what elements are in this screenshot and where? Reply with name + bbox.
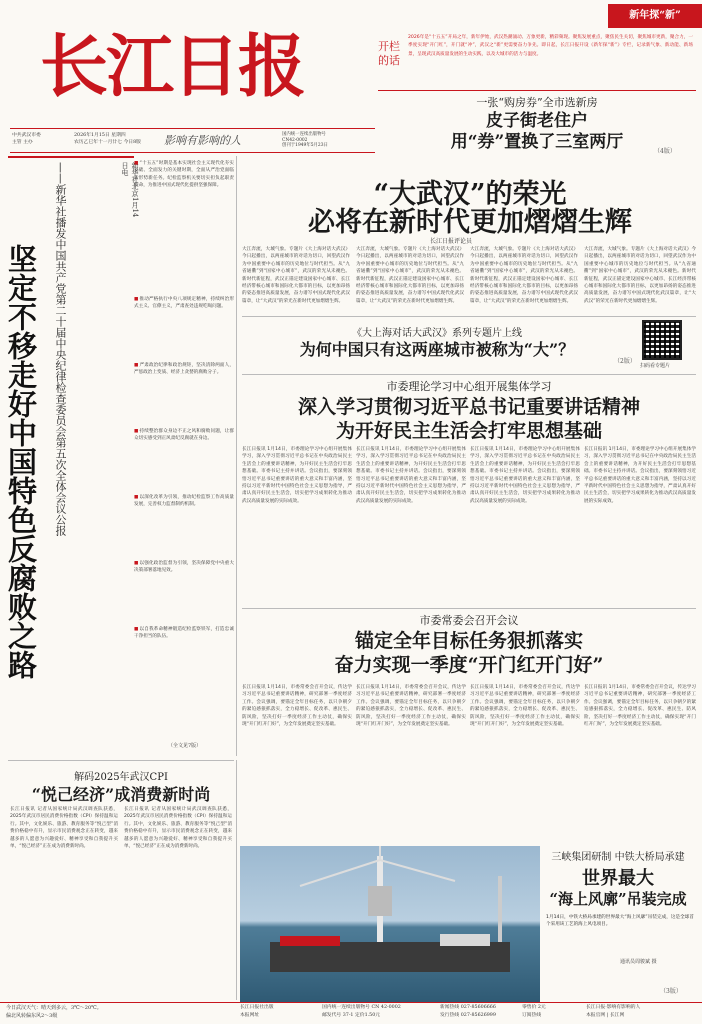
crane-headline-2: “海上风廓”吊装完成 xyxy=(549,890,687,908)
bullet-5: ■ 以深化改革为引领，推动纪检监察工作高质量发展，完善权力监督制约机制。 xyxy=(134,494,234,556)
date-line-1: 2026年1月15日 星期四 xyxy=(74,133,126,138)
top-headline-2: 用“券”置换了三室两厅 xyxy=(450,132,624,152)
publisher-info xyxy=(12,132,60,146)
slogan: 影响有影响的人 xyxy=(164,134,241,147)
top-kicker: 一张“购房券”全市选新房 xyxy=(476,96,598,109)
top-page-ref: （4版） xyxy=(654,148,676,155)
corner-badge-text: 新年探“新” xyxy=(629,10,681,21)
study-kicker: 市委理论学习中心组开展集体学习 xyxy=(386,380,552,393)
bullet-7: ■ 以自我革命精神锻造纪检监察铁军，打造忠诚干净担当的队伍。 xyxy=(134,626,234,688)
study-text-col-4: 长江日报讯 1月14日，市委理论学习中心组开展集体学习，深入学习贯彻习近平总书记在中央政治局民主生活会上的重要讲话精神，为开好民主生活会打牢思想基础。市委书记主持并讲话。会议指出，要深刻领悟习近平总书记重要讲话的重大意义和丰富内涵，坚持以习近平新时代中国特色社会主义思想为指导，严肃认真开好民主生活会，切实把学习成果转化为推动武汉高质量发展的实际成效。 xyxy=(584,447,696,504)
footer-col-4-line-2: 订阅热线 xyxy=(522,1013,542,1018)
crane-illustration xyxy=(240,846,540,1002)
footer-col-5 xyxy=(586,1004,698,1020)
cpi-headline: “悦己经济”成消费新时尚 xyxy=(31,785,211,804)
study-text-col-2: 长江日报讯 1月14日，市委理论学习中心组开展集体学习，深入学习贯彻习近平总书记在中央政治局民主生活会上的重要讲话精神，为开好民主生活会打牢思想基础。市委书记主持并讲话。会议指出，要深刻领悟习近平总书记重要讲话的重大意义和丰富内涵，坚持以习近平新时代中国特色社会主义思想为指导，严肃认真开好民主生活会，切实把学习成果转化为推动武汉高质量发展的实际成效。 xyxy=(356,447,466,504)
footer-col-4 xyxy=(522,1004,582,1020)
top-headline-1: 皮子街老住户 xyxy=(486,111,588,131)
bullet-1: ■ “十五五”时期是基本实现社会主义现代化夯实基础、全面发力的关键时期，全面从严治党面临新形势新任务。纪检监察机关要切实担负起职责使命，为推进中国式现代化提供坚强保障。 xyxy=(134,160,234,292)
crane-page-ref: （3版） xyxy=(660,988,682,995)
registration-info xyxy=(282,132,374,149)
footer-col-1-line-1: 长江日报社出版 xyxy=(240,1005,274,1010)
footer-weather xyxy=(6,1004,166,1020)
standing-headline-2: 奋力实现一季度“开门红开门好” xyxy=(334,654,604,676)
left-vertical-headline: 坚定不移走好中国特色反腐败之路 xyxy=(4,244,38,679)
footer-col-2 xyxy=(322,1004,438,1020)
lead-headline-1: “大武汉”的荣光 xyxy=(373,179,567,210)
lead-headline-2: 必将在新时代更加熠熠生辉 xyxy=(308,207,632,238)
lead-byline: 长江日报评论员 xyxy=(430,238,473,245)
qr-caption: 扫码看专题片 xyxy=(640,363,671,369)
series-headline: 为何中国只有这两座城市被称为“大”？ xyxy=(299,340,575,359)
study-text-col-1: 长江日报讯 1月14日，市委理论学习中心组开展集体学习，深入学习贯彻习近平总书记在中央政治局民主生活会上的重要讲话精神，为开好民主生活会打牢思想基础。市委书记主持并讲话。会议指出，要深刻领悟习近平总书记重要讲话的重大意义和丰富内涵，坚持以习近平新时代中国特色社会主义思想为指导，严肃认真开好民主生活会，切实把学习成果转化为推动武汉高质量发展的实际成效。 xyxy=(242,447,352,504)
registration-line-1: 国内统一连续出版物号 xyxy=(282,132,326,137)
standing-text-col-1: 长江日报讯 1月14日，市委常委会召开会议，传达学习习近平总书记重要讲话精神，研究部署一季度经济工作。会议强调，要锚定全年目标任务，以只争朝夕的紧迫感狠抓落实，全力稳增长、促改革、惠民生、防风险，坚决打好一季度经济工作主动仗，确保实现“开门红开门好”，为全年发展奠定坚实基础。 xyxy=(242,685,352,728)
lead-text-col-2: 大江奔流，大城气象。专题片《大上海对话大武汉》今日起播出，以两座城市的对话为切口，回望武汉作为中国重要中心城市的历史地位与时代担当。从“九省通衢”到“国家中心城市”，武汉的荣光从未褪色。新时代新征程，武汉正锚定建设国家中心城市、长江经济带核心城市和国际化大都市的目标，以更加昂扬的姿态推进高质量发展，奋力谱写中国式现代化武汉篇章，让“大武汉”的荣光在新时代更加熠熠生辉。 xyxy=(356,247,464,304)
standing-text-col-4: 长江日报讯 1月14日，市委常委会召开会议，传达学习习近平总书记重要讲话精神，研究部署一季度经济工作。会议强调，要锚定全年目标任务，以只争朝夕的紧迫感狠抓落实，全力稳增长、促改革、惠民生、防风险，坚决打好一季度经济工作主动仗，确保实现“开门红开门好”，为全年发展奠定坚实基础。 xyxy=(584,685,696,728)
standing-headline-1: 锚定全年目标任务狠抓落实 xyxy=(354,630,583,652)
left-note: （全文见7版） xyxy=(168,743,202,749)
footer-col-5-line-1: 长江日报·影响有影响的人 xyxy=(586,1005,641,1010)
footer-weather-line-2: 偏北风转偏东风2～3级 xyxy=(6,1013,58,1019)
lead-text-col-3: 大江奔流，大城气象。专题片《大上海对话大武汉》今日起播出，以两座城市的对话为切口，回望武汉作为中国重要中心城市的历史地位与时代担当。从“九省通衢”到“国家中心城市”，武汉的荣光从未褪色。新时代新征程，武汉正锚定建设国家中心城市、长江经济带核心城市和国际化大都市的目标，以更加昂扬的姿态推进高质量发展，奋力谱写中国式现代化武汉篇章，让“大武汉”的荣光在新时代更加熠熠生辉。 xyxy=(470,247,578,304)
cpi-kicker: 解码2025年武汉CPI xyxy=(74,772,168,783)
series-page-ref: （2版） xyxy=(614,358,636,365)
footer-col-2-line-1: 国内统一连续出版物号 CN 42-0002 xyxy=(322,1005,401,1010)
footer-col-1-line-2: 本报网址 xyxy=(240,1013,260,1018)
study-headline-1: 深入学习贯彻习近平总书记重要讲话精神 xyxy=(297,396,640,418)
footer-col-2-line-2: 邮发代号 37-1 定价1.50元 xyxy=(322,1013,381,1018)
footer-weather-line-1: 今日武汉天气：晴天到多云，3℃～20℃。 xyxy=(6,1005,102,1011)
corner-badge xyxy=(608,4,702,28)
preface-text: 2026年是“十五五”开局之年，新年伊始，武汉热潮涌动、万象更新，精彩频现。聚焦发展重点，聚焦民生关切，聚焦城市更新，聚合力，一季度实现“开门红”，开门就“冲”，武汉之“新”更需要奋力争先。即日起，长江日报开设《新年探“新”》专栏，记录新气象、新动能、新场景，呈现武汉高质量发展的生动实践，以及大城市的活力与温度。 xyxy=(408,35,693,57)
left-bullets xyxy=(134,160,234,740)
crane-credit: 通讯员周骏斌 摄 xyxy=(620,959,657,965)
footer-col-1 xyxy=(240,1004,320,1020)
series-kicker: 《大上海对话大武汉》系列专题片上线 xyxy=(352,328,522,339)
lead-text-col-1: 大江奔流，大城气象。专题片《大上海对话大武汉》今日起播出，以两座城市的对话为切口，回望武汉作为中国重要中心城市的历史地位与时代担当。从“九省通衢”到“国家中心城市”，武汉的荣光从未褪色。新时代新征程，武汉正锚定建设国家中心城市、长江经济带核心城市和国际化大都市的目标，以更加昂扬的姿态推进高质量发展，奋力谱写中国式现代化武汉篇章，让“大武汉”的荣光在新时代更加熠熠生辉。 xyxy=(242,247,350,304)
left-subheadline: ——新华社播发中国共产党第二十届中央纪律检查委员会第五次全体会议公报 xyxy=(54,162,67,536)
registration-line-2: CN42-0002 xyxy=(282,137,308,143)
qr-code[interactable] xyxy=(642,320,682,360)
date-line-2: 农历乙巳年十一月廿七 今日8版 xyxy=(74,140,141,145)
study-headline-2: 为开好民主生活会打牢思想基础 xyxy=(335,420,602,442)
standing-text-col-2: 长江日报讯 1月14日，市委常委会召开会议，传达学习习近平总书记重要讲话精神，研究部署一季度经济工作。会议强调，要锚定全年目标任务，以只争朝夕的紧迫感狠抓落实，全力稳增长、促改革、惠民生、防风险，坚决打好一季度经济工作主动仗，确保实现“开门红开门好”，为全年发展奠定坚实基础。 xyxy=(356,685,466,728)
publisher-line-2: 主管 主办 xyxy=(12,140,33,145)
footer-col-5-line-2: 本报官网 | 长江网 xyxy=(586,1013,625,1018)
bullet-4: ■ 持续整治群众身边不正之风和腐败问题，让群众切实感受到正风肃纪反腐就在身边。 xyxy=(134,428,234,490)
cpi-text-col-1: 长江日报讯 记者从国家统计局武汉调查队获悉，2025年武汉市居民消费价格指数（CPI）保持温和运行。其中，文化娱乐、旅游、教育服务等“悦己型”消费价格稳中有升，显示市民消费观念正在转变，越来越多的人愿意为兴趣爱好、精神享受和自我提升买单，“悦己经济”正在成为消费新时尚。 xyxy=(10,807,118,850)
study-text-col-3: 长江日报讯 1月14日，市委理论学习中心组开展集体学习，深入学习贯彻习近平总书记在中央政治局民主生活会上的重要讲话精神，为开好民主生活会打牢思想基础。市委书记主持并讲话。会议指出，要深刻领悟习近平总书记重要讲话的重大意义和丰富内涵，坚持以习近平新时代中国特色社会主义思想为指导，严肃认真开好民主生活会，切实把学习成果转化为推动武汉高质量发展的实际成效。 xyxy=(470,447,580,504)
registration-line-3: 创刊于1949年5月23日 xyxy=(282,143,328,149)
bullet-6: ■ 以强化政治监督为引领，坚决保障党中央重大决策部署落地见效。 xyxy=(134,560,234,622)
preface-label: 开栏的话 xyxy=(378,40,400,67)
crane-headline-1: 世界最大 xyxy=(582,868,654,889)
bullet-3: ■ 严肃政治纪律和政治规矩，坚决清除两面人，严惩政治上变质、经济上贪婪的腐败分子。 xyxy=(134,362,234,424)
footer-col-4-line-1: 零售价 2元 xyxy=(522,1005,546,1010)
lead-text-col-4: 大江奔流，大城气象。专题片《大上海对话大武汉》今日起播出，以两座城市的对话为切口，回望武汉作为中国重要中心城市的历史地位与时代担当。从“九省通衢”到“国家中心城市”，武汉的荣光从未褪色。新时代新征程，武汉正锚定建设国家中心城市、长江经济带核心城市和国际化大都市的目标，以更加昂扬的姿态推进高质量发展，奋力谱写中国式现代化武汉篇章，让“大武汉”的荣光在新时代更加熠熠生辉。 xyxy=(584,247,696,304)
masthead-title: 长江日报 xyxy=(40,27,305,107)
publisher-line-1: 中共武汉市委 xyxy=(12,133,41,138)
footer-col-3-line-1: 新闻热线 027-85606666 xyxy=(440,1005,496,1010)
date-info xyxy=(74,132,164,146)
crane-photo xyxy=(240,846,540,1002)
cpi-text-col-2: 长江日报讯 记者从国家统计局武汉调查队获悉，2025年武汉市居民消费价格指数（CPI）保持温和运行。其中，文化娱乐、旅游、教育服务等“悦己型”消费价格稳中有升，显示市民消费观念正在转变，越来越多的人愿意为兴趣爱好、精神享受和自我提升买单，“悦己经济”正在成为消费新时尚。 xyxy=(124,807,232,850)
left-source: 新华社北京1月14日电 xyxy=(121,162,139,218)
standing-kicker: 市委常委会召开会议 xyxy=(419,614,519,627)
footer-col-3 xyxy=(440,1004,520,1020)
footer-col-3-line-2: 发行热线 027-85626999 xyxy=(440,1013,496,1018)
crane-kicker: 三峡集团研制 中铁大桥局承建 xyxy=(551,852,685,863)
standing-text-col-3: 长江日报讯 1月14日，市委常委会召开会议，传达学习习近平总书记重要讲话精神，研究部署一季度经济工作。会议强调，要锚定全年目标任务，以只争朝夕的紧迫感狠抓落实，全力稳增长、促改革、惠民生、防风险，坚决打好一季度经济工作主动仗，确保实现“开门红开门好”，为全年发展奠定坚实基础。 xyxy=(470,685,580,728)
crane-caption: 1月14日，中铁大桥局承建的世界最大“海上风廓”吊装完成，这是全球首个采用该工艺的海上风电项目。 xyxy=(546,915,694,928)
bullet-2: ■ 推动严格执行中央八项规定精神，持续纠治形式主义、官僚主义，严肃查处违规吃喝问题。 xyxy=(134,296,234,358)
